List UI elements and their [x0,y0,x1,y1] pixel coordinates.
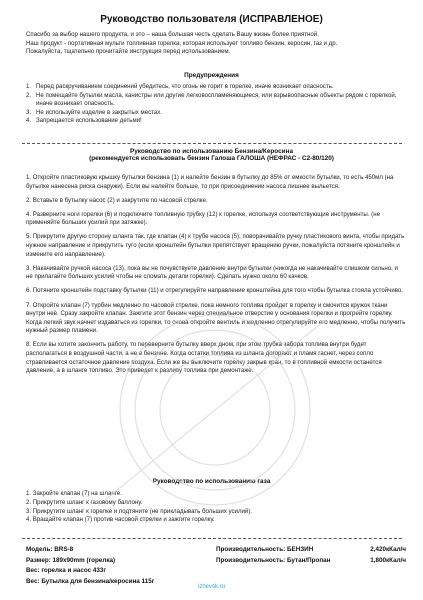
gas-section-title: Руководство по использованию газа [152,478,271,485]
warnings-list [26,83,406,126]
step: 3. Прикрутите шланг к горелке и подтяните (не прикладывать больших усилий). [26,507,253,515]
intro-line: Спасибо за выбор нашего продукта, и это – наша большая честь сделать Вашу жизнь более приятной. [26,31,319,38]
spec-size: Размер: 189x90mm (горелка) [26,556,116,564]
spec-perf-value: 2,420кКал/ч [370,546,406,553]
petrol-section-title: Руководство по использованию Бензина/Керосина (рекомендуется использовать бензин Галоша ГАЛОША (НЕФРАС - С2-80/120) [0,148,423,162]
spec-perf-label: Производительность: БЕНЗИН [216,546,314,553]
step: 2. Вставьте в бутылку насос (2) и закрутите по часовой стрелке. [26,196,208,204]
step: 1. Откройте пластиковую крышку бутылки бензина (1) и налейте бензин в бутылку до 85% от емкости бутылки, то есть 450мл (на бутылке нанесена риска снаружи). Если вы налейте больше, то при присоединении насоса лишнее выльется. [26,174,394,190]
intro-line: Пожалуйста, тщательно прочитайте инструкция перед использованием. [26,48,231,56]
site-watermark: izhevsk.ru [197,584,225,590]
step: 6. Потяните кронштейн подставку бутылки (11) и отрегулируйте направление кронштейна для того чтобы бутылка стояла устойчиво. [26,287,403,295]
step: 8. Если вы хотите закончить работу, то переверните бутылку вверх дном, при этом трубка забора топлива внутри будет располагаться в воздушной части, а не в бензине. Когда остатки топлива из шланга догорают и пламя гаснет, через сопло стравливается остаточное давление воздуха. Если же вы выключите горелку закрыв кран, то в топливной емкости останется давление, а в шланге топливо. Это приведет к разливу топлива при демонтаже. [26,341,382,375]
warnings-title: Предупреждения [184,72,239,79]
list-item: 2. Не помещайте бутылки масла, канистры или другие легковоспламеняющиеся, или взрывоопасные объекты рядом с горелкой, иначе возникает опасность. [26,91,397,108]
divider [22,538,402,539]
step: 4. Вращайте клапан (7) против часовой стрелки и зажгите горелку. [26,516,215,524]
specs-block [26,545,406,587]
spec-weight-burner: Вес: горелка и насос 433г [26,567,107,574]
intro-line: Наш продукт - портативная мульти топливная горелка, которая использует топливо бензин, керосин, газ и др. [26,39,338,47]
list-item: 4. Запрещается использование детьми! [26,117,142,125]
step: 7. Откройте клапан (7) турбин медленно по часовой стрелке, пока немного топлива пройдет в горелку и смочится кружок ткани внутри неё. Сразу закройте клапан. Зажгите этот бензин через специальное отверстие у основания горелки и прогрейте горелку. Когда легкий звук начнет издаваться из горелки, то снова откройте вентиль и медленно отрегулируйте его медленно, чтобы получить нужный размер пламени. [26,301,406,335]
page-title: Руководство пользователя (ИСПРАВЛЕНОЕ) [100,14,323,25]
spec-model: Модель: BRS-8 [26,546,74,553]
spec-perf-value: 1,800кКал/ч [370,556,406,564]
step: 1. Закройте клапан (7) на шланге. [26,490,122,497]
petrol-steps [26,174,406,381]
step: 5. Прикрутите другую сторону шланга так, где клапан (4) к трубе насоса (5), поворачивайте ручку пластикового винта, чтобы придать нужное направление и прикрутить туго (если кронштейн бутылки препятствует вращению ручки, пожалуйста потяните кронштейн и измените его направление). [26,233,405,258]
step: 3. Накачивайте ручкой насоса (13), пока вы не почувствуете давление внутри бутылки (никогда не накачивайте слишком сильно, и не прилагайте больших усилий чтобы не сломать детали горелки). Сделать нужно около 60 качков. [26,264,398,281]
intro-text [26,31,406,57]
divider [22,143,402,144]
gas-steps [26,490,406,525]
spec-perf-label: Производительность: Бутан/Пропан [216,556,331,564]
spec-weight-bottle: Вес: Бутылка для бензина/керосина 115г [26,577,155,585]
list-item: 1. Перед раскручиванием соединений убедитесь, что огонь не горит в горелке, иначе возникает опасность. [26,83,334,90]
list-item: 3. Не используйте изделие в закрытых местах. [26,108,162,116]
step: 2. Прикрутите шланг к газовому баллону. [26,498,143,506]
step: 4. Разверните ноги горелки (6) и подключите топливную трубку (12) к горелке, используя соответствующие инструменты. (не применяйте больших усилий при затяжке). [26,210,380,227]
petrol-section-subtitle: (рекомендуется использовать бензин Галоша ГАЛОША (НЕФРАС - С2-80/120) [89,155,334,162]
